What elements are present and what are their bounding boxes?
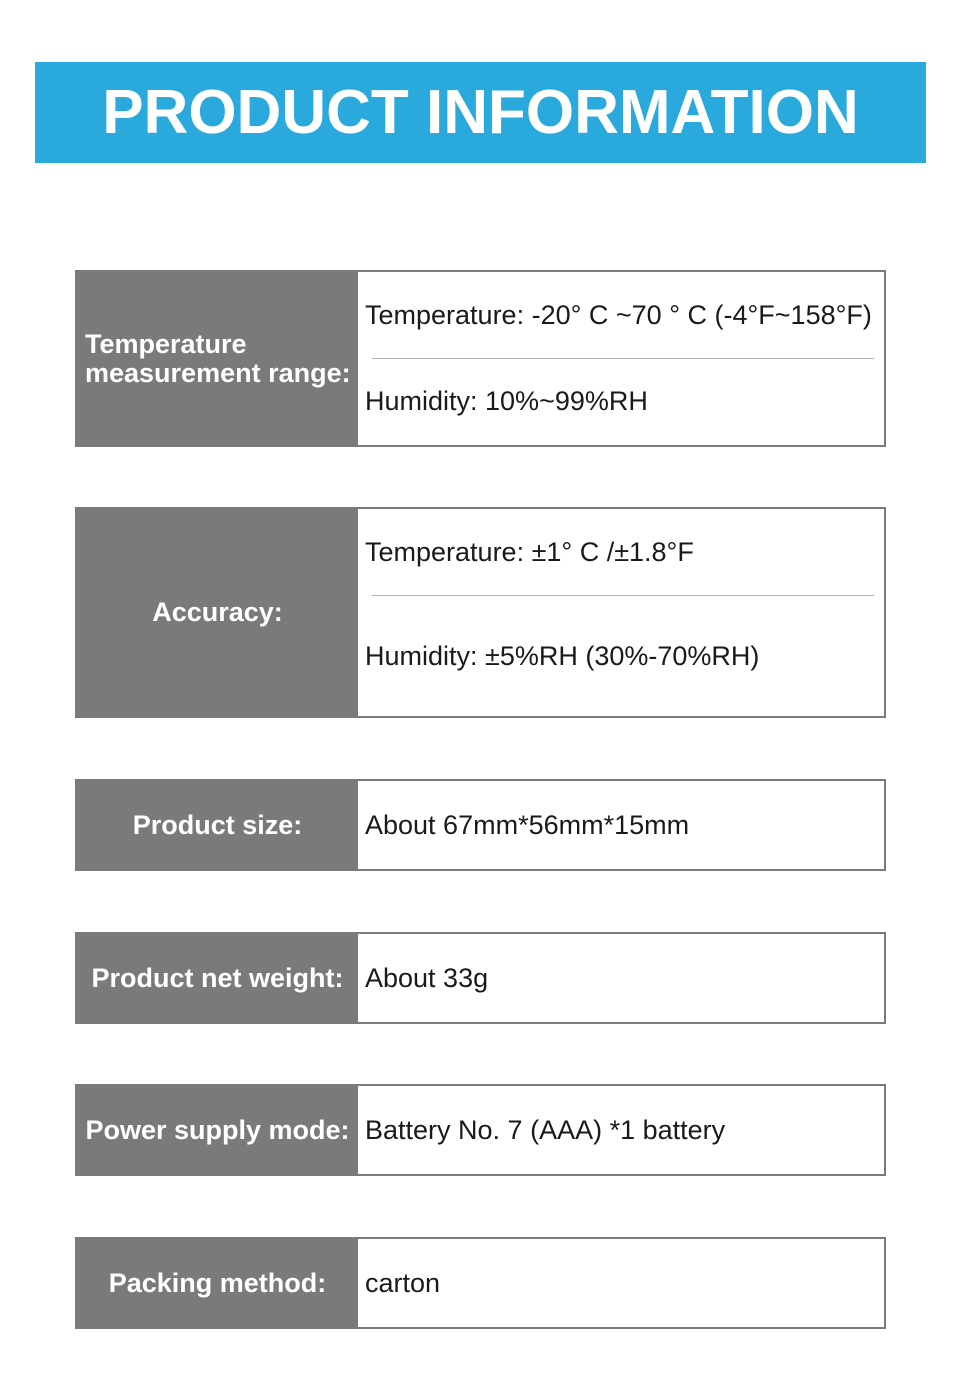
spec-value-packing-method: carton: [365, 1267, 441, 1298]
spec-row-net-weight: [75, 932, 886, 1024]
spec-values-power-supply: [358, 1086, 884, 1174]
spec-row-product-size: [75, 779, 886, 871]
spec-label-accuracy: Accuracy:: [77, 509, 358, 716]
spec-value-temperature-range: Temperature: -20° C ~70 ° C (-4°F~158°F): [365, 299, 872, 330]
spec-label-packing-method: Packing method:: [77, 1239, 358, 1327]
spec-label-measurement-range: Temperature measurement range:: [77, 272, 358, 445]
spec-values-packing-method: [358, 1239, 884, 1327]
spec-row-power-supply: [75, 1084, 886, 1176]
page-title: PRODUCT INFORMATION: [102, 77, 859, 147]
spec-label-power-supply: Power supply mode:: [77, 1086, 358, 1174]
spec-value-temperature-accuracy: Temperature: ±1° C /±1.8°F: [365, 536, 694, 567]
spec-values-measurement-range: [358, 272, 884, 445]
header-banner: [35, 62, 926, 163]
spec-values-product-size: [358, 781, 884, 869]
spec-label-product-size: Product size:: [77, 781, 358, 869]
spec-row-measurement-range: [75, 270, 886, 447]
spec-value-humidity-accuracy: Humidity: ±5%RH (30%-70%RH): [365, 640, 760, 671]
spec-values-accuracy: [358, 509, 884, 716]
spec-value-power-supply: Battery No. 7 (AAA) *1 battery: [365, 1114, 726, 1145]
spec-row-packing-method: [75, 1237, 886, 1329]
spec-value-product-size: About 67mm*56mm*15mm: [365, 809, 690, 840]
spec-value-net-weight: About 33g: [365, 962, 489, 993]
spec-values-net-weight: [358, 934, 884, 1022]
spec-row-accuracy: [75, 507, 886, 718]
spec-value-humidity-range: Humidity: 10%~99%RH: [365, 385, 648, 416]
spec-label-net-weight: Product net weight:: [77, 934, 358, 1022]
